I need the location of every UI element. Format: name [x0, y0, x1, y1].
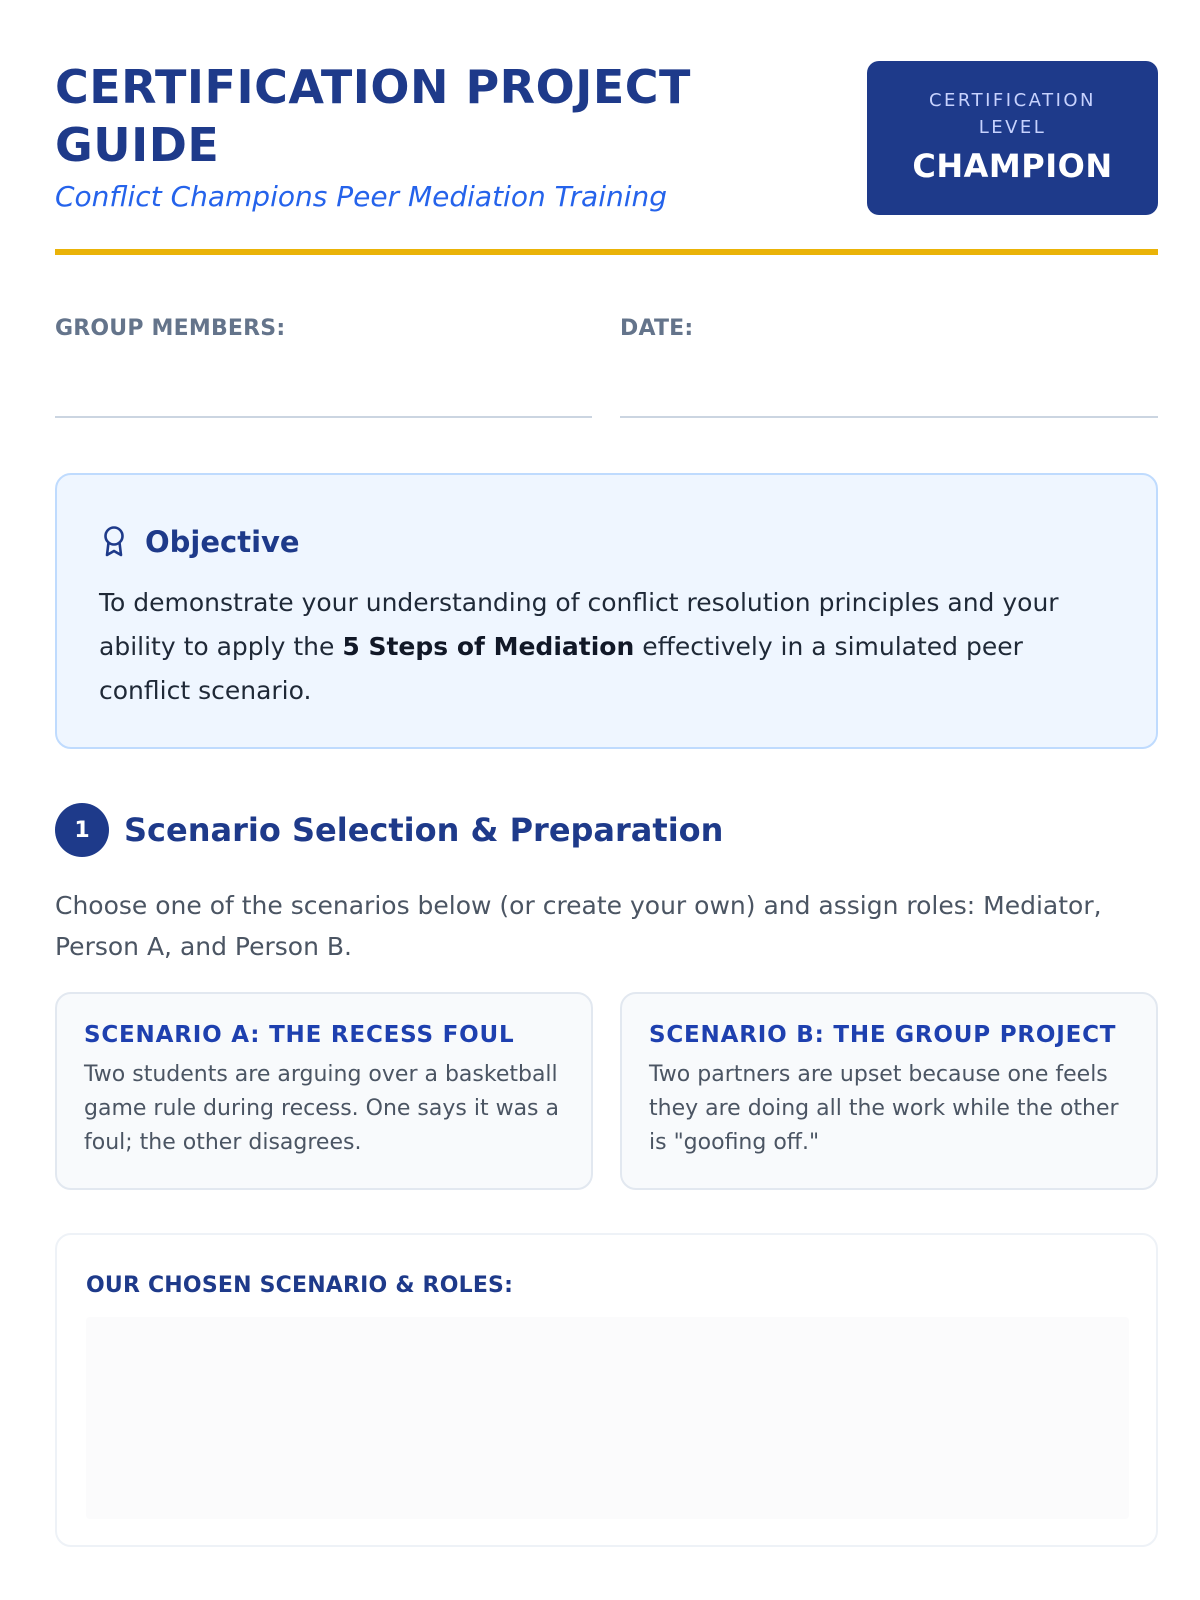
certification-badge	[867, 61, 1158, 215]
section-number-badge: 1	[55, 803, 109, 857]
page-title: CERTIFICATION PROJECT GUIDE	[55, 60, 691, 172]
section-title: Scenario Selection & Preparation	[124, 811, 724, 849]
chosen-scenario-answer-area[interactable]	[86, 1317, 1129, 1519]
objective-text-part: To demonstrate your understanding of conflict resolution principles and your ability to apply the	[99, 588, 1059, 661]
group-members-label: GROUP MEMBERS:	[55, 316, 286, 341]
date-field[interactable]	[620, 316, 1158, 341]
date-label: DATE:	[620, 316, 694, 341]
header-divider	[55, 249, 1158, 255]
scenario-description: Two students are arguing over a basketball game rule during recess. One says it was a foul; the other disagrees.	[84, 1062, 559, 1155]
certification-level-value: CHAMPION	[912, 147, 1113, 185]
award-ribbon-icon	[99, 524, 129, 560]
date-line[interactable]	[620, 416, 1158, 418]
objective-title: Objective	[145, 525, 300, 559]
objective-text-bold: 5 Steps of Mediation	[342, 632, 635, 661]
objective-text	[99, 581, 1109, 713]
page-header	[55, 58, 1158, 218]
certification-level-label: CERTIFICATION LEVEL	[928, 90, 1097, 138]
chosen-scenario-box	[55, 1233, 1158, 1547]
objective-box	[55, 473, 1158, 749]
section-intro: Choose one of the scenarios below (or create your own) and assign roles: Mediator, Person A, and Person B.	[55, 891, 1102, 961]
scenario-card-b	[620, 992, 1158, 1190]
scenario-title: SCENARIO A: THE RECESS FOUL	[84, 1022, 515, 1048]
objective-header	[99, 522, 300, 562]
group-members-field[interactable]	[55, 316, 592, 341]
scenario-description: Two partners are upset because one feels they are doing all the work while the other is "goofing off."	[649, 1062, 1119, 1155]
objective-text-part: effectively in a simulated peer conflict scenario.	[99, 632, 1023, 705]
scenario-title: SCENARIO B: THE GROUP PROJECT	[649, 1022, 1117, 1048]
scenario-card-a	[55, 992, 593, 1190]
group-members-line[interactable]	[55, 416, 592, 418]
page-subtitle: Conflict Champions Peer Mediation Training	[55, 180, 668, 213]
chosen-scenario-label: OUR CHOSEN SCENARIO & ROLES:	[86, 1273, 514, 1298]
section-1-header	[55, 803, 723, 857]
